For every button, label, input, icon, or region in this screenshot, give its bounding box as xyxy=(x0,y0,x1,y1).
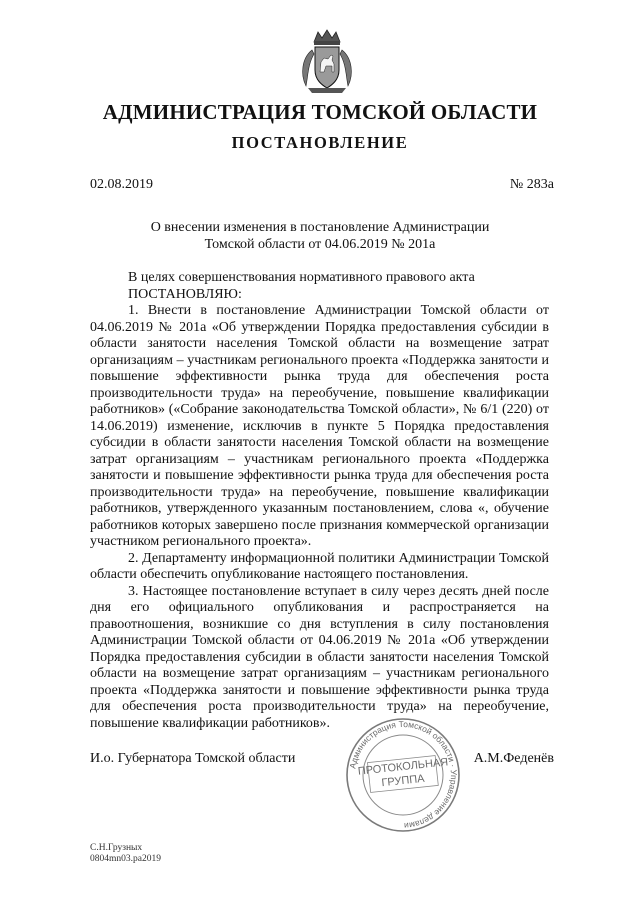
preamble-paragraph: В целях совершенствования нормативного правового акта xyxy=(128,270,475,285)
signer-name: А.М.Феденёв xyxy=(473,751,554,766)
executor-name: С.Н.Грузных xyxy=(90,843,143,853)
decree-word: ПОСТАНОВЛЯЮ: xyxy=(128,286,242,302)
document-number: № 283а xyxy=(509,177,554,192)
subject-line-2: Томской области от 04.06.2019 № 201а xyxy=(204,237,436,252)
coat-of-arms-emblem xyxy=(298,28,356,96)
stamp-line-1: ПРОТОКОЛЬНАЯ xyxy=(357,756,449,778)
clause-2: 2. Департаменту информационной политики Администрации Томской области обеспечить опубликование настоящего постановления. xyxy=(90,550,549,582)
document-date: 02.08.2019 xyxy=(90,177,153,192)
subject-line-1: О внесении изменения в постановление Администрации xyxy=(150,220,490,235)
official-stamp xyxy=(343,715,463,835)
file-reference: 0804mn03.pa2019 xyxy=(90,854,161,864)
document-subject xyxy=(0,219,640,253)
stamp-ring-text: Администрация Томской области · Управление делами xyxy=(347,718,460,832)
document-type-title: ПОСТАНОВЛЕНИЕ xyxy=(231,133,409,152)
stamp-line-2: ГРУППА xyxy=(380,772,426,790)
executor-footer xyxy=(90,843,161,865)
document-body xyxy=(90,270,549,732)
clause-3: 3. Настоящее постановление вступает в силу через десять дней после дня его официального опубликования и распространяется на правоотношения, возникшие со дня вступления в силу постановления Администрации Томской области от 04.06.2019 № 201а «Об утверждении Порядка предоставления субсидии в области занятости населения Томской области на возмещение затрат организациям – участникам регионального проекта «Поддержка занятости и повышение эффективности рынка труда для обеспечения роста производительности труда» на переобучение, повышение квалификации работников». xyxy=(90,583,549,731)
signer-position: И.о. Губернатора Томской области xyxy=(90,751,296,766)
organization-title: АДМИНИСТРАЦИЯ ТОМСКОЙ ОБЛАСТИ xyxy=(102,100,538,124)
clause-1: 1. Внести в постановление Администрации Томской области от 04.06.2019 № 201а «Об утверждении Порядка предоставления субсидии в области занятости населения Томской области на возмещение затрат организациям – участникам регионального проекта «Поддержка занятости и повышение эффективности рынка труда для обеспечения роста производительности труда» на переобучение, повышение квалификации работников» («Собрание законодательства Томской области», № 6/1 (220) от 14.06.2019) изменение, исключив в пункте 5 Порядка предоставления субсидии в области занятости населения Томской области на возмещение затрат организациям – участникам регионального проекта «Поддержка занятости и повышение эффективности рынка труда для обеспечения роста производительности труда» на переобучение, повышение квалификации работников, утвержденного указанным постановлением, слова «, обучение работников которых завершено после признания коммерческой организации участником регионального проекта». xyxy=(90,303,549,549)
